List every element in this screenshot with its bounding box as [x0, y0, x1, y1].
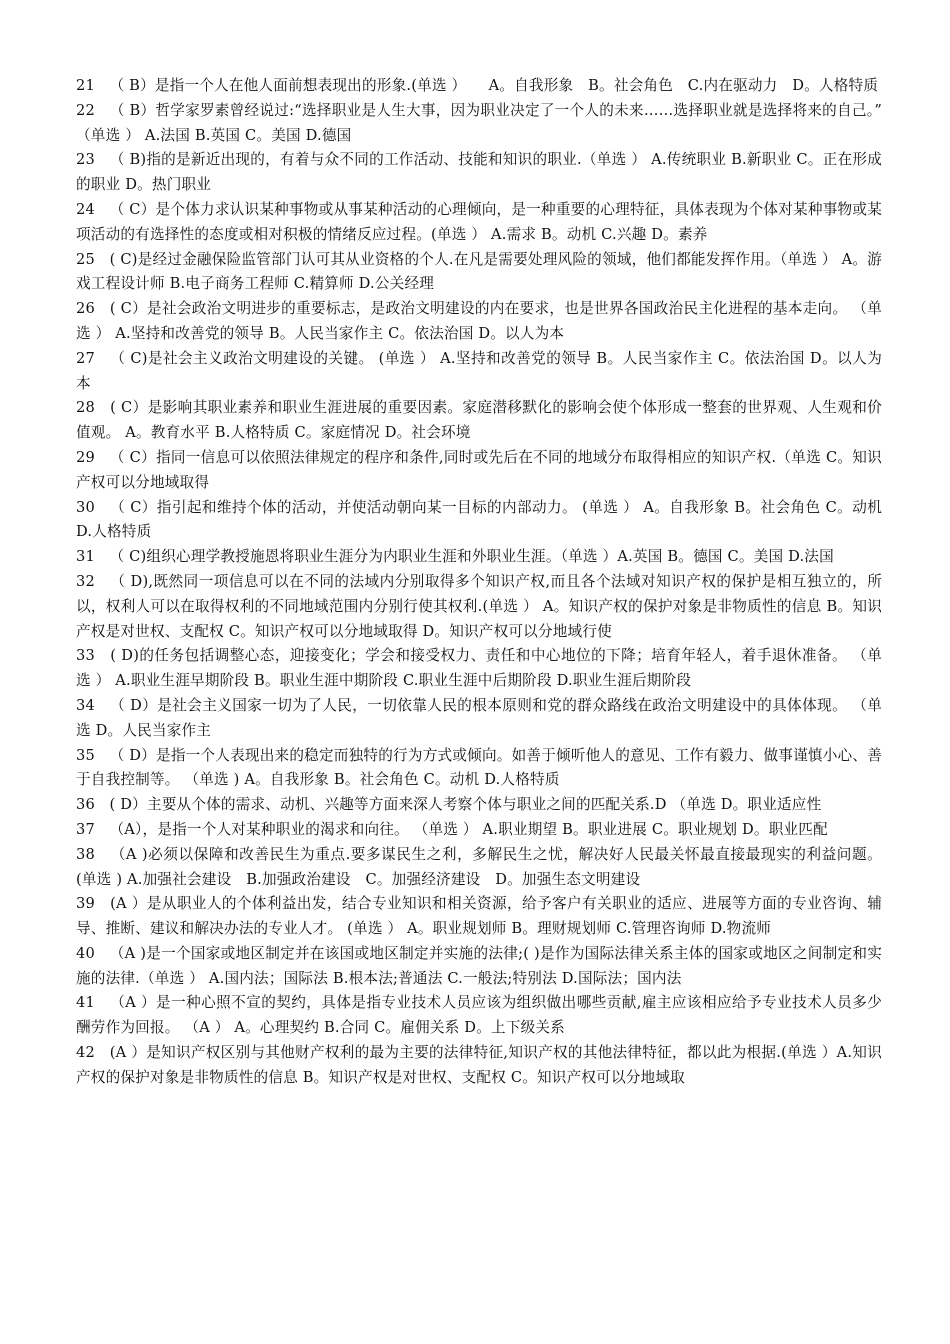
- question-23: [76, 148, 882, 198]
- question-text: （ B）哲学家罗素曾经说过:“选择职业是人生大事，因为职业决定了一个人的未来……选择职业就是选择将来的自己。” （单选 ） A.法国 B.英国 C。美国 D.德国: [76, 101, 882, 144]
- question-number: 41: [76, 994, 95, 1012]
- question-30: [76, 496, 882, 546]
- question-32: [76, 570, 882, 644]
- question-text: ( C)是经过金融保险监管部门认可其从业资格的个人.在凡是需要处理风险的领域，他们都能发挥作用。（单选 ） A。游戏工程设计师 B.电子商务工程师 C.精算师 D.公关经理: [76, 250, 882, 293]
- question-22: [76, 99, 882, 149]
- question-text: （ B）是指一个人在他人面前想表现出的形象.(单选 ） A。自我形象 B。社会角色 C.内在驱动力 D。人格特质: [109, 77, 879, 94]
- question-number: 26: [76, 300, 95, 318]
- question-number: 23: [76, 151, 95, 169]
- question-36: [76, 793, 882, 818]
- question-number: 22: [76, 101, 95, 119]
- question-number: 35: [76, 746, 95, 764]
- question-21: [76, 74, 882, 99]
- question-text: （ C）指引起和维持个体的活动，并使活动朝向某一目标的内部动力。 (单选 ） A。自我形象 B。社会角色 C。动机 D.人格特质: [76, 498, 882, 541]
- question-number: 21: [76, 77, 95, 94]
- question-39: [76, 892, 882, 942]
- question-37: [76, 818, 882, 843]
- question-number: 36: [76, 796, 95, 814]
- question-text: （ C)组织心理学教授施恩将职业生涯分为内职业生涯和外职业生涯。（单选 ）A.英国 B。德国 C。美国 D.法国: [109, 548, 834, 566]
- question-35: [76, 744, 882, 794]
- question-text: （ B)指的是新近出现的，有着与众不同的工作活动、技能和知识的职业.（单选 ） A.传统职业 B.新职业 C。正在形成的职业 D。热门职业: [76, 151, 882, 194]
- question-number: 24: [76, 200, 95, 218]
- question-number: 34: [76, 696, 95, 714]
- question-number: 27: [76, 349, 95, 367]
- question-number: 40: [76, 944, 95, 962]
- question-text: （ D）是社会主义国家一切为了人民，一切依靠人民的根本原则和党的群众路线在政治文明建设中的具体体现。 （单选 D。人民当家作主: [76, 696, 882, 739]
- question-number: 42: [76, 1044, 95, 1062]
- question-number: 31: [76, 548, 95, 566]
- question-text: ( C）是影响其职业素养和职业生涯进展的重要因素。家庭潜移默化的影响会使个体形成一整套的世界观、人生观和价值观。 A。教育水平 B.人格特质 C。家庭情况 D。社会环境: [76, 399, 882, 442]
- question-34: [76, 694, 882, 744]
- question-text: （ D）是指一个人表现出来的稳定而独特的行为方式或倾向。如善于倾听他人的意见、工作有毅力、做事谨慎小心、善于自我控制等。 （单选 ) A。自我形象 B。社会角色 C。动机 D.人格特质: [76, 746, 882, 789]
- question-24: [76, 198, 882, 248]
- question-31: [76, 545, 882, 570]
- question-number: 37: [76, 820, 95, 838]
- question-27: [76, 347, 882, 397]
- question-text: （ D),既然同一项信息可以在不同的法域内分别取得多个知识产权,而且各个法域对知识产权的保护是相互独立的，所以，权利人可以在取得权利的不同地域范围内分别行使其权利.(单选 ） A。知识产权的保护对象是非物质性的信息 B。知识产权是对世权、支配权 C。知识产权可以分地域取得 D。知识产权可以分地域行使: [76, 572, 882, 640]
- question-number: 29: [76, 448, 95, 466]
- document-page: [76, 74, 882, 1091]
- question-number: 32: [76, 572, 95, 590]
- question-33: [76, 644, 882, 694]
- question-25: [76, 248, 882, 298]
- question-38: [76, 843, 882, 893]
- question-text: （ C）是个体力求认识某种事物或从事某种活动的心理倾向，是一种重要的心理特征，具体表现为个体对某种事物或某项活动的有选择性的态度或相对积极的情绪反应过程。(单选 ） A.需求 B。动机 C.兴趣 D。素养: [76, 200, 882, 243]
- question-26: [76, 297, 882, 347]
- question-text: （A )必须以保障和改善民生为重点.要多谋民生之利，多解民生之忧，解决好人民最关怀最直接最现实的利益问题。 (单选 ) A.加强社会建设 B.加强政治建设 C。加强经济建设 D。加强生态文明建设: [76, 845, 882, 888]
- question-number: 38: [76, 845, 95, 863]
- question-text: (A ）是从职业人的个体利益出发，结合专业知识和相关资源，给予客户有关职业的适应、进展等方面的专业咨询、辅导、推断、建议和解决办法的专业人才。 (单选 ） A。职业规划师 B。理财规划师 C.管理咨询师 D.物流师: [76, 895, 882, 938]
- question-40: [76, 942, 882, 992]
- question-number: 39: [76, 895, 95, 913]
- question-number: 30: [76, 498, 95, 516]
- question-text: （ C)是社会主义政治文明建设的关键。 (单选 ） A.坚持和改善党的领导 B。人民当家作主 C。依法治国 D。以人为本: [76, 349, 882, 392]
- question-text: （A )是一个国家或地区制定并在该国或地区制定并实施的法律;( )是作为国际法律关系主体的国家或地区之间制定和实施的法律.（单选 ） A.国内法；国际法 B.根本法;普通法 C.一般法;特别法 D.国际法；国内法: [76, 944, 882, 987]
- question-number: 25: [76, 250, 95, 268]
- question-28: [76, 396, 882, 446]
- question-number: 28: [76, 399, 95, 417]
- question-text: ( C）是社会政治文明进步的重要标志，是政治文明建设的内在要求，也是世界各国政治民主化进程的基本走向。 （单选 ） A.坚持和改善党的领导 B。人民当家作主 C。依法治国 D。以人为本: [76, 300, 882, 342]
- question-text: （ C）指同一信息可以依照法律规定的程序和条件,同时或先后在不同的地域分布取得相应的知识产权.（单选 C。知识产权可以分地域取得: [76, 448, 882, 491]
- question-text: (A ）是知识产权区别与其他财产权利的最为主要的法律特征,知识产权的其他法律特征，都以此为根据.(单选 ）A.知识产权的保护对象是非物质性的信息 B。知识产权是对世权、支配权 C。知识产权可以分地域取: [76, 1044, 882, 1086]
- question-text: （A ）是一种心照不宣的契约，具体是指专业技术人员应该为组织做出哪些贡献,雇主应该相应给予专业技术人员多少酬劳作为回报。 （A ） A。心理契约 B.合同 C。雇佣关系 D。上下级关系: [76, 994, 882, 1037]
- question-text: （A），是指一个人对某种职业的渴求和向往。 （单选 ） A.职业期望 B。职业进展 C。职业规划 D。职业匹配: [109, 820, 828, 838]
- question-29: [76, 446, 882, 496]
- question-text: ( D)的任务包括调整心态，迎接变化；学会和接受权力、责任和中心地位的下降；培育年轻人，着手退休准备。 （单选 ） A.职业生涯早期阶段 B。职业生涯中期阶段 C.职业生涯中后期阶段 D.职业生涯后期阶段: [76, 647, 882, 690]
- question-41: [76, 991, 882, 1041]
- question-text: ( D）主要从个体的需求、动机、兴趣等方面来深人考察个体与职业之间的匹配关系.D （单选 D。职业适应性: [109, 796, 822, 814]
- question-number: 33: [76, 647, 95, 665]
- question-42: [76, 1041, 882, 1091]
